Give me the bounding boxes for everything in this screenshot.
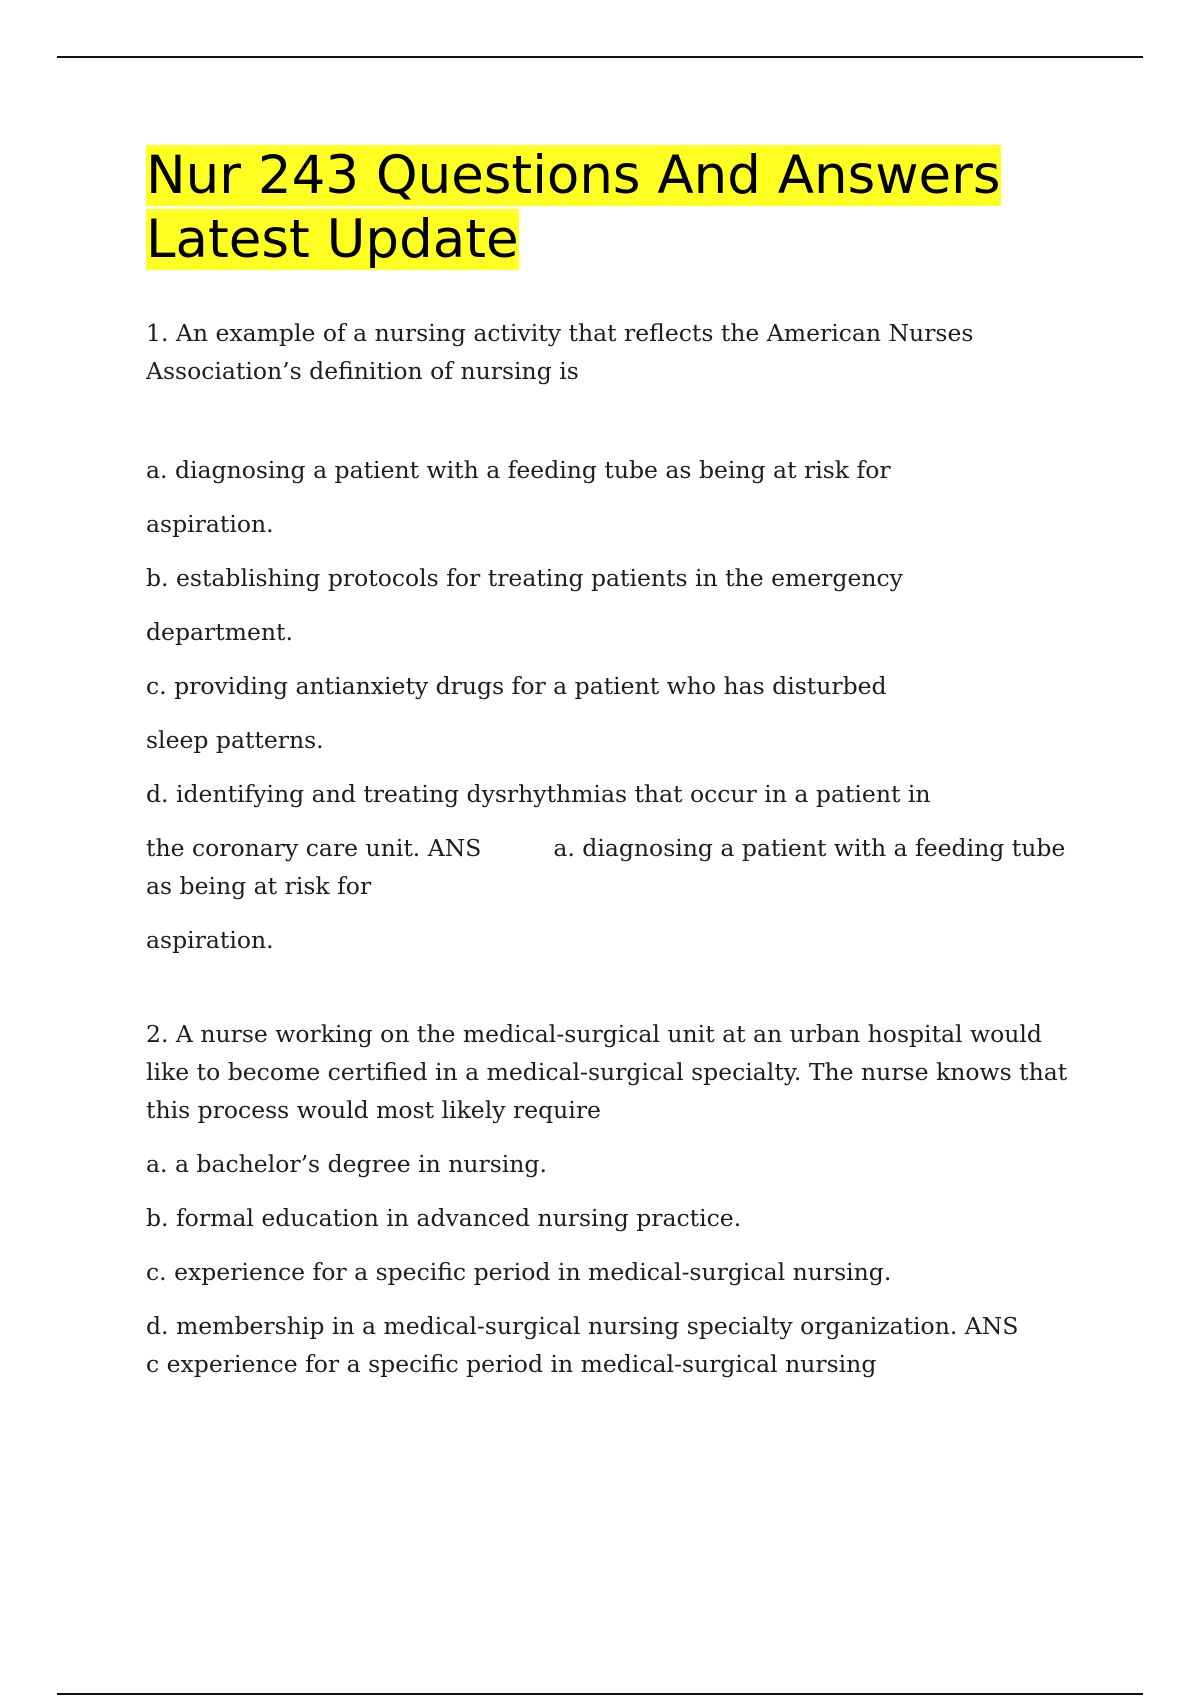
question-1-stem: [146, 314, 1076, 390]
q2-option-d: d. membership in a medical-surgical nursing specialty organization. ANS: [146, 1312, 1019, 1340]
q1-option-a-line-2: aspiration.: [146, 510, 274, 538]
question-2-stem-line-2: like to become certified in a medical-surgical specialty. The nurse knows that: [146, 1058, 1068, 1086]
q1-option-b-line-1: b. establishing protocols for treating patients in the emergency: [146, 564, 903, 592]
document-body: [146, 144, 1076, 1399]
q1-option-a-line-1: a. diagnosing a patient with a feeding tube as being at risk for: [146, 456, 891, 484]
question-2: [146, 1015, 1076, 1383]
q1-option-c-line-1: c. providing antianxiety drugs for a patient who has disturbed: [146, 672, 887, 700]
q1-option-d-line-1: d. identifying and treating dysrhythmias that occur in a patient in: [146, 780, 931, 808]
q1-answer-text-line-3: aspiration.: [146, 926, 274, 954]
question-2-options: [146, 1145, 1076, 1383]
q1-answer-text-line-1: a. diagnosing a patient with a feeding tube: [553, 834, 1066, 862]
q1-answer-lead: the coronary care unit. ANS: [146, 834, 482, 862]
document-title: [146, 144, 1076, 272]
q2-option-c: c. experience for a specific period in medical-surgical nursing.: [146, 1258, 892, 1286]
q2-option-a: a. a bachelor’s degree in nursing.: [146, 1150, 547, 1178]
question-2-stem-line-1: 2. A nurse working on the medical-surgical unit at an urban hospital would: [146, 1020, 1042, 1048]
title-line-2: Latest Update: [146, 209, 519, 270]
question-1-stem-line-2: Association’s definition of nursing is: [146, 357, 579, 385]
top-rule: [57, 56, 1143, 58]
q2-answer-text: c experience for a specific period in medical-surgical nursing: [146, 1350, 877, 1378]
title-line-1: Nur 243 Questions And Answers: [146, 145, 1001, 206]
question-1: [146, 314, 1076, 959]
question-2-stem-line-3: this process would most likely require: [146, 1096, 601, 1124]
question-2-stem: [146, 1015, 1076, 1129]
q1-answer-text-line-2: as being at risk for: [146, 872, 372, 900]
bottom-rule: [57, 1693, 1143, 1695]
q1-option-b-line-2: department.: [146, 618, 293, 646]
question-1-options: [146, 451, 1076, 959]
question-1-stem-line-1: 1. An example of a nursing activity that reflects the American Nurses: [146, 319, 974, 347]
q2-option-b: b. formal education in advanced nursing practice.: [146, 1204, 742, 1232]
q1-answer-row: [146, 829, 1076, 867]
q1-option-c-line-2: sleep patterns.: [146, 726, 324, 754]
